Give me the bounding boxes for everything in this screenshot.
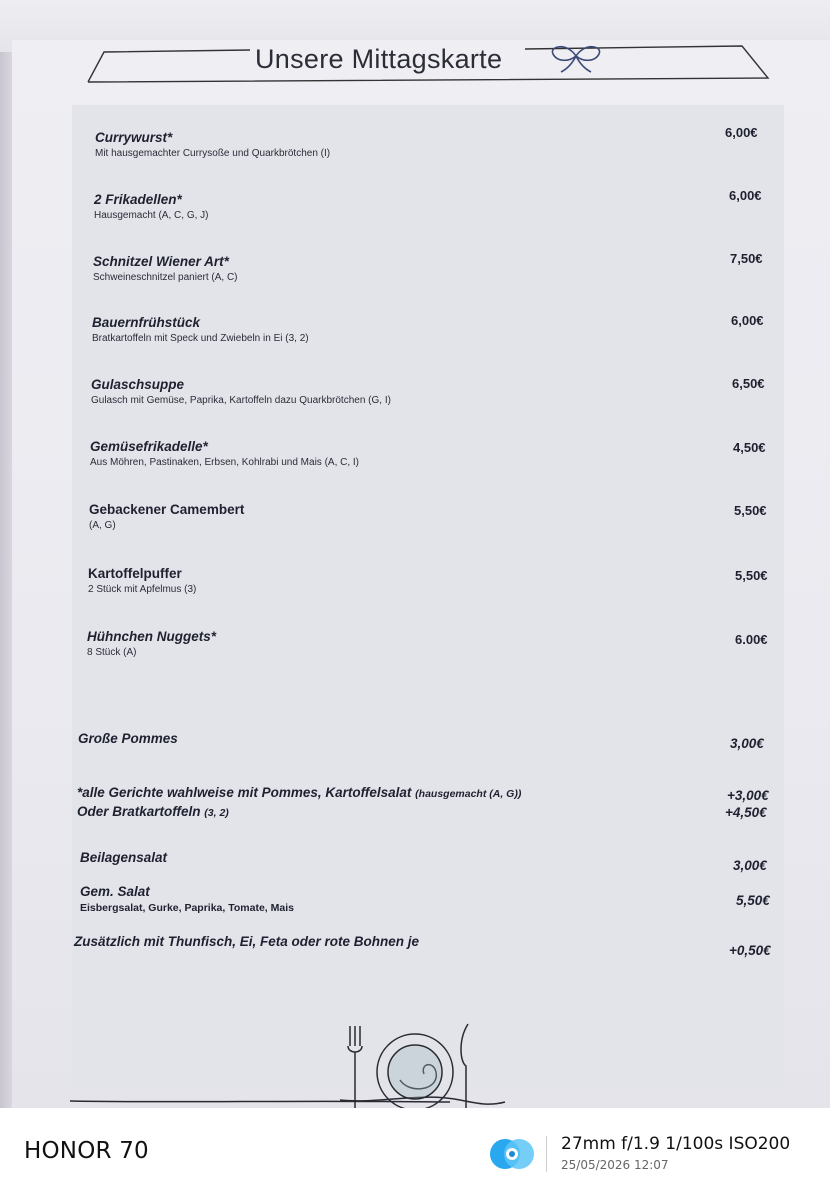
item-description: Gulasch mit Gemüse, Paprika, Kartoffeln dazu Quarkbrötchen (G, I) bbox=[91, 395, 391, 406]
item-price: 6,00€ bbox=[725, 125, 758, 140]
menu-item bbox=[95, 130, 330, 159]
separator bbox=[546, 1136, 547, 1172]
item-name: Gebackener Camembert bbox=[89, 502, 245, 517]
item-name: Bauernfrühstück bbox=[92, 315, 201, 330]
gem-salat-item bbox=[80, 884, 294, 914]
bow-ornament-icon bbox=[545, 40, 607, 76]
underline-stroke bbox=[60, 1098, 460, 1106]
sides-line-1: *alle Gerichte wahlweise mit Pommes, Kartoffelsalat bbox=[77, 785, 412, 800]
menu-title: Unsere Mittagskarte bbox=[255, 44, 503, 74]
item-description: Hausgemacht (A, C, G, J) bbox=[94, 210, 209, 221]
camera-specs: 27mm f/1.9 1/100s ISO200 bbox=[561, 1134, 791, 1154]
item-description: Aus Möhren, Pastinaken, Erbsen, Kohlrabi und Mais (A, C, I) bbox=[90, 457, 360, 468]
camera-brand: HONOR 70 bbox=[24, 1138, 149, 1164]
item-price: 6,00€ bbox=[731, 313, 764, 328]
item-price: 4,50€ bbox=[733, 440, 766, 455]
item-name: Große Pommes bbox=[78, 731, 178, 746]
sides-line-2: Oder Bratkartoffeln bbox=[77, 804, 201, 819]
gem-salat-price: 5,50€ bbox=[736, 893, 770, 908]
item-description: Bratkartoffeln mit Speck und Zwiebeln in Ei (3, 2) bbox=[92, 333, 309, 344]
item-price: 5,50€ bbox=[734, 503, 767, 518]
menu-item bbox=[89, 502, 244, 531]
item-description: Schweineschnitzel paniert (A, C) bbox=[93, 272, 238, 283]
item-name: Gemüsefrikadelle* bbox=[90, 439, 208, 454]
item-name: Currywurst* bbox=[95, 130, 173, 145]
plate-cutlery-icon bbox=[340, 1020, 510, 1108]
sides-price-2: +4,50€ bbox=[725, 805, 767, 820]
menu-item bbox=[91, 377, 391, 406]
item-price: 7,50€ bbox=[730, 251, 763, 266]
pommes-price: 3,00€ bbox=[730, 736, 764, 751]
menu-item bbox=[93, 254, 238, 283]
item-name: Zusätzlich mit Thunfisch, Ei, Feta oder rote Bohnen je bbox=[74, 934, 420, 949]
item-name: Beilagensalat bbox=[80, 850, 168, 865]
item-price: 5,50€ bbox=[735, 568, 768, 583]
sides-price-1: +3,00€ bbox=[727, 788, 769, 803]
item-price: 6.00€ bbox=[735, 632, 768, 647]
menu-item bbox=[87, 629, 216, 658]
item-description: Mit hausgemachter Currysoße und Quarkbrötchen (I) bbox=[95, 148, 331, 159]
pommes-item bbox=[78, 731, 178, 746]
item-name: Schnitzel Wiener Art* bbox=[93, 254, 229, 269]
item-price: 6,00€ bbox=[729, 188, 762, 203]
zusatz-price: +0,50€ bbox=[729, 943, 771, 958]
item-name: Gem. Salat bbox=[80, 884, 150, 899]
item-name: Hühnchen Nuggets* bbox=[87, 629, 217, 644]
sides-line-2-note: (3, 2) bbox=[204, 807, 229, 819]
item-description: 8 Stück (A) bbox=[87, 647, 137, 658]
item-name: Gulaschsuppe bbox=[91, 377, 185, 392]
beilagensalat-item bbox=[80, 850, 167, 865]
capture-datetime: 25/05/2026 12:07 bbox=[561, 1158, 669, 1172]
beilagensalat-price: 3,00€ bbox=[733, 858, 767, 873]
sides-line-1-note: (hausgemacht (A, G)) bbox=[415, 788, 522, 800]
menu-item bbox=[94, 192, 208, 221]
item-name: Kartoffelpuffer bbox=[88, 566, 182, 581]
menu-item bbox=[90, 439, 359, 468]
item-price: 6,50€ bbox=[732, 376, 765, 391]
camera-lens-icon bbox=[488, 1136, 536, 1172]
sides-note bbox=[77, 784, 521, 822]
item-description: 2 Stück mit Apfelmus (3) bbox=[88, 584, 197, 595]
item-name: 2 Frikadellen* bbox=[94, 192, 182, 207]
camera-watermark-bar bbox=[0, 1108, 830, 1200]
menu-item bbox=[88, 566, 196, 595]
menu-item bbox=[92, 315, 309, 344]
zusatz-item bbox=[74, 934, 419, 949]
item-description: Eisbergsalat, Gurke, Paprika, Tomate, Mais bbox=[80, 902, 294, 914]
item-description: (A, G) bbox=[89, 520, 116, 531]
